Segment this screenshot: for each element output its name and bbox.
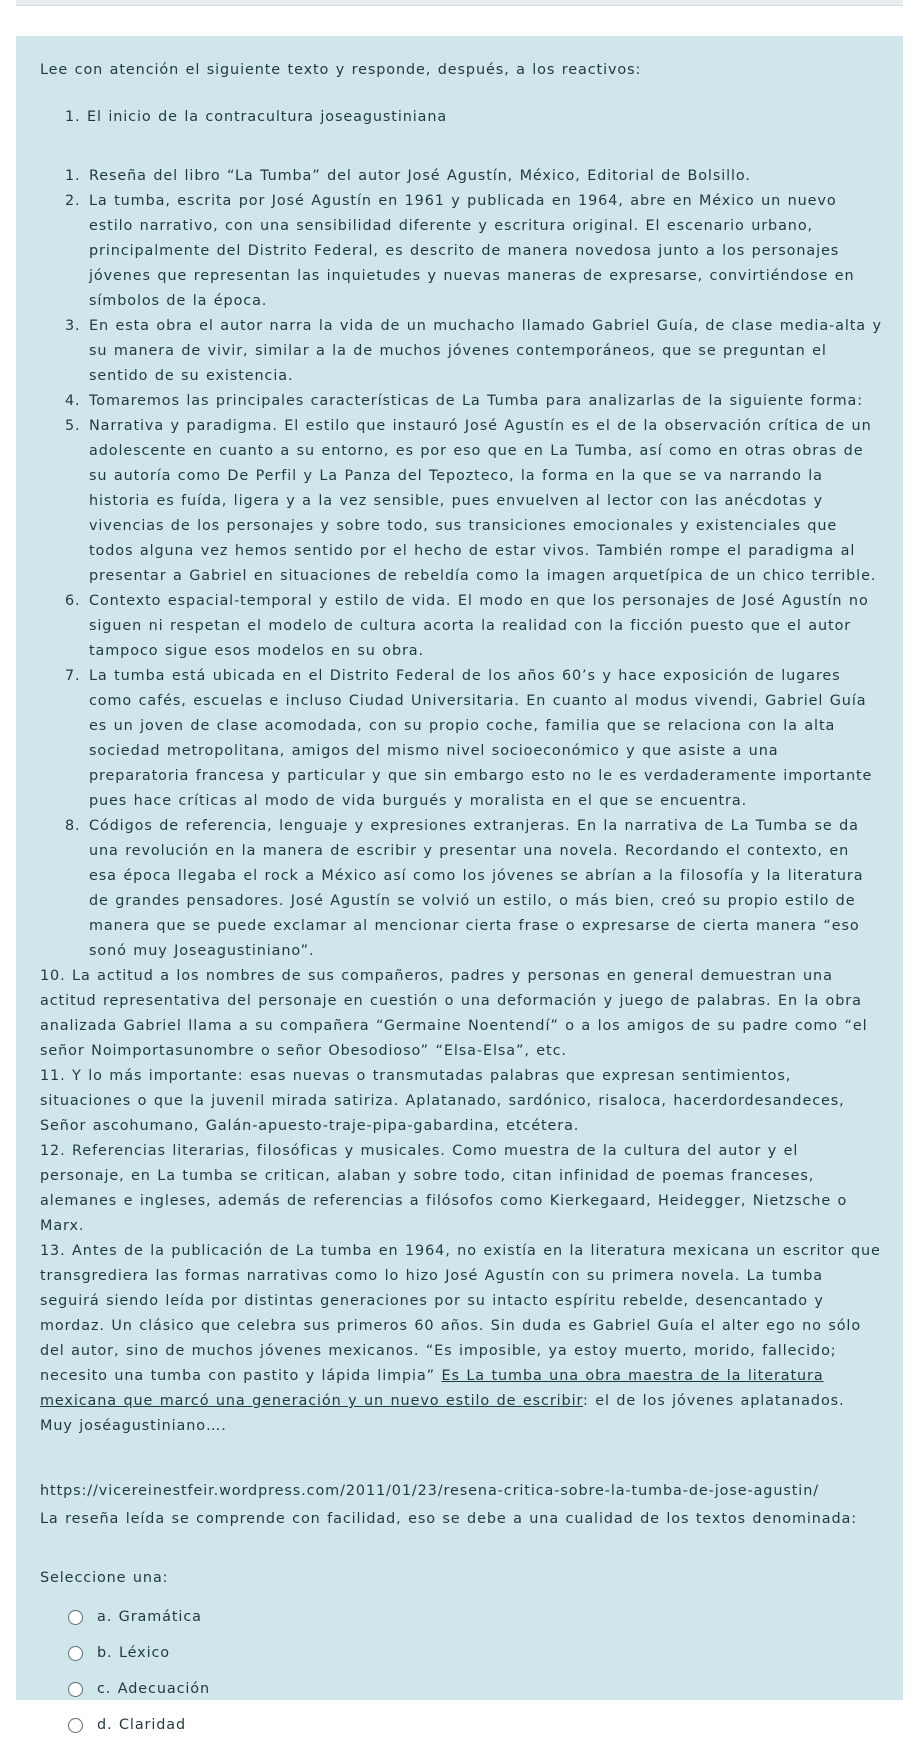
- review-list: [40, 164, 883, 964]
- option-b[interactable]: [44, 1635, 883, 1671]
- option-a[interactable]: [44, 1599, 883, 1635]
- list-item: 7. La tumba está ubicada en el Distrito Federal de los años 60’s y hace exposición de lugares como cafés, escuelas e incluso Ciudad Universitaria. En cuanto al modus vivendi, Gabriel Guía es un joven de clase acomodada, con su propio coche, familia que se relaciona con la alta sociedad metropolitana, amigos del mismo nivel socioeconómico y que asiste a una preparatoria francesa y particular y que sin embargo esto no le es verdaderamente importante pues hace críticas al modo de vida burgués y moralista en el que se encuentra.: [65, 668, 873, 809]
- list-item: 1. Reseña del libro “La Tumba” del autor José Agustín, México, Editorial de Bolsillo.: [65, 168, 751, 184]
- source-url: https://vicereinestfeir.wordpress.com/2011/01/23/resena-critica-sobre-la-tumba-de-jose-agustin/: [40, 1483, 819, 1499]
- question-text: La reseña leída se comprende con facilidad, eso se debe a una cualidad de los textos denominada:: [40, 1511, 858, 1527]
- radio-button[interactable]: [68, 1718, 83, 1733]
- section-title: 1. El inicio de la contracultura joseagustiniana: [65, 109, 448, 125]
- list-item: 2. La tumba, escrita por José Agustín en 1961 y publicada en 1964, abre en México un nuevo estilo narrativo, con una sensibilidad diferente y escritura original. El escenario urbano, principalmente del Distrito Federal, es descrito de manera novedosa junto a los personajes jóvenes que representan las inquietudes y nuevas maneras de expresarse, convirtiéndose en símbolos de la época.: [65, 193, 855, 309]
- list-item: 4. Tomaremos las principales características de La Tumba para analizarlas de la siguiente forma:: [65, 393, 864, 409]
- option-label: c. Adecuación: [97, 1680, 211, 1697]
- top-divider: [16, 0, 903, 6]
- paragraph-13: 13. Antes de la publicación de La tumba en 1964, no existía en la literatura mexicana un escritor que transgrediera las formas narrativas como lo hizo José Agustín con su primera novela. La tumba seguirá siendo leída por distintas generaciones por su intacto espíritu rebelde, desencantado y mordaz. Un clásico que celebra sus primeros 60 años. Sin duda es Gabriel Guía el alter ego no sólo del autor, sino de muchos jóvenes mexicanos. “Es imposible, ya estoy muerto, morido, fallecido; necesito una tumba con pastito y lápida limpia” Es La tumba una obra maestra de la literatura mexicana que marcó una generación y un nuevo estilo de escribir: el de los jóvenes aplatanados. Muy joséagustiniano….: [40, 1243, 881, 1434]
- option-label: a. Gramática: [97, 1608, 202, 1625]
- radio-button[interactable]: [68, 1646, 83, 1661]
- list-item: 5. Narrativa y paradigma. El estilo que instauró José Agustín es el de la observación crítica de un adolescente en cuanto a su entorno, es por eso que en La Tumba, así como en otras obras de su autoría como De Perfil y La Panza del Tepozteco, la forma en la que se va narrando la historia es fuída, ligera y a la vez sensible, pues envuelven al lector con las anécdotas y vivencias de los personajes y sobre todo, sus transiciones emocionales y existenciales que todos alguna vez hemos sentido por el hecho de estar vivos. También rompe el paradigma al presentar a Gabriel en situaciones de rebeldía como la imagen arquetípica de un chico terrible.: [65, 418, 877, 584]
- option-label: b. Léxico: [97, 1644, 170, 1661]
- list-item: 3. En esta obra el autor narra la vida de un muchacho llamado Gabriel Guía, de clase media-alta y su manera de vivir, similar a la de muchos jóvenes contemporáneos, que se preguntan el sentido de su existencia.: [65, 318, 882, 384]
- list-item: 8. Códigos de referencia, lenguaje y expresiones extranjeras. En la narrativa de La Tumba se da una revolución en la manera de escribir y presentar una novela. Recordando el contexto, en esa época llegaba el rock a México así como los jóvenes se abrían a la filosofía y la literatura de grandes pensadores. José Agustín se volvió un estilo, o más bien, creó su propio estilo de manera que se puede exclamar al mencionar cierta frase o expresarse de cierta manera “eso sonó muy Joseagustiniano”.: [65, 818, 864, 959]
- option-d[interactable]: [44, 1707, 883, 1743]
- radio-button[interactable]: [68, 1610, 83, 1625]
- underlined-thesis: Es La tumba una obra maestra de la literatura mexicana que marcó una generación y un nuevo estilo de escribir: [40, 1368, 824, 1409]
- paragraph-10: 10. La actitud a los nombres de sus compañeros, padres y personas en general demuestran una actitud representativa del personaje en cuestión o una deformación y juego de palabras. En la obra analizada Gabriel llama a su compañera “Germaine Noentendí” o a los amigos de su padre como “el señor Noimportasunombre o señor Obesodioso” “Elsa-Elsa”, etc.: [40, 968, 868, 1059]
- select-label: Seleccione una:: [40, 1570, 169, 1586]
- option-c[interactable]: [44, 1671, 883, 1707]
- question-panel: [16, 36, 903, 1733]
- radio-button[interactable]: [68, 1682, 83, 1697]
- list-item: 6. Contexto espacial-temporal y estilo de vida. El modo en que los personajes de José Agustín no siguen ni respetan el modelo de cultura acorta la realidad con la ficción puesto que el autor tampoco sigue esos modelos en su obra.: [65, 593, 869, 659]
- option-label: d. Claridad: [97, 1716, 187, 1733]
- instruction-text: Lee con atención el siguiente texto y responde, después, a los reactivos:: [40, 62, 642, 78]
- paragraph-11: 11. Y lo más importante: esas nuevas o transmutadas palabras que expresan sentimientos, situaciones o que la juvenil mirada satiriza. Aplatanado, sardónico, risaloca, hacerdordesandeces, Señor ascohumano, Galán-apuesto-traje-pipa-gabardina, etcétera.: [40, 1068, 845, 1134]
- paragraph-12: 12. Referencias literarias, filosóficas y musicales. Como muestra de la cultura del autor y el personaje, en La tumba se critican, alaban y sobre todo, citan infinidad de poemas franceses, alemanes e ingleses, además de referencias a filósofos como Kierkegaard, Heidegger, Nietzsche o Marx.: [40, 1143, 848, 1234]
